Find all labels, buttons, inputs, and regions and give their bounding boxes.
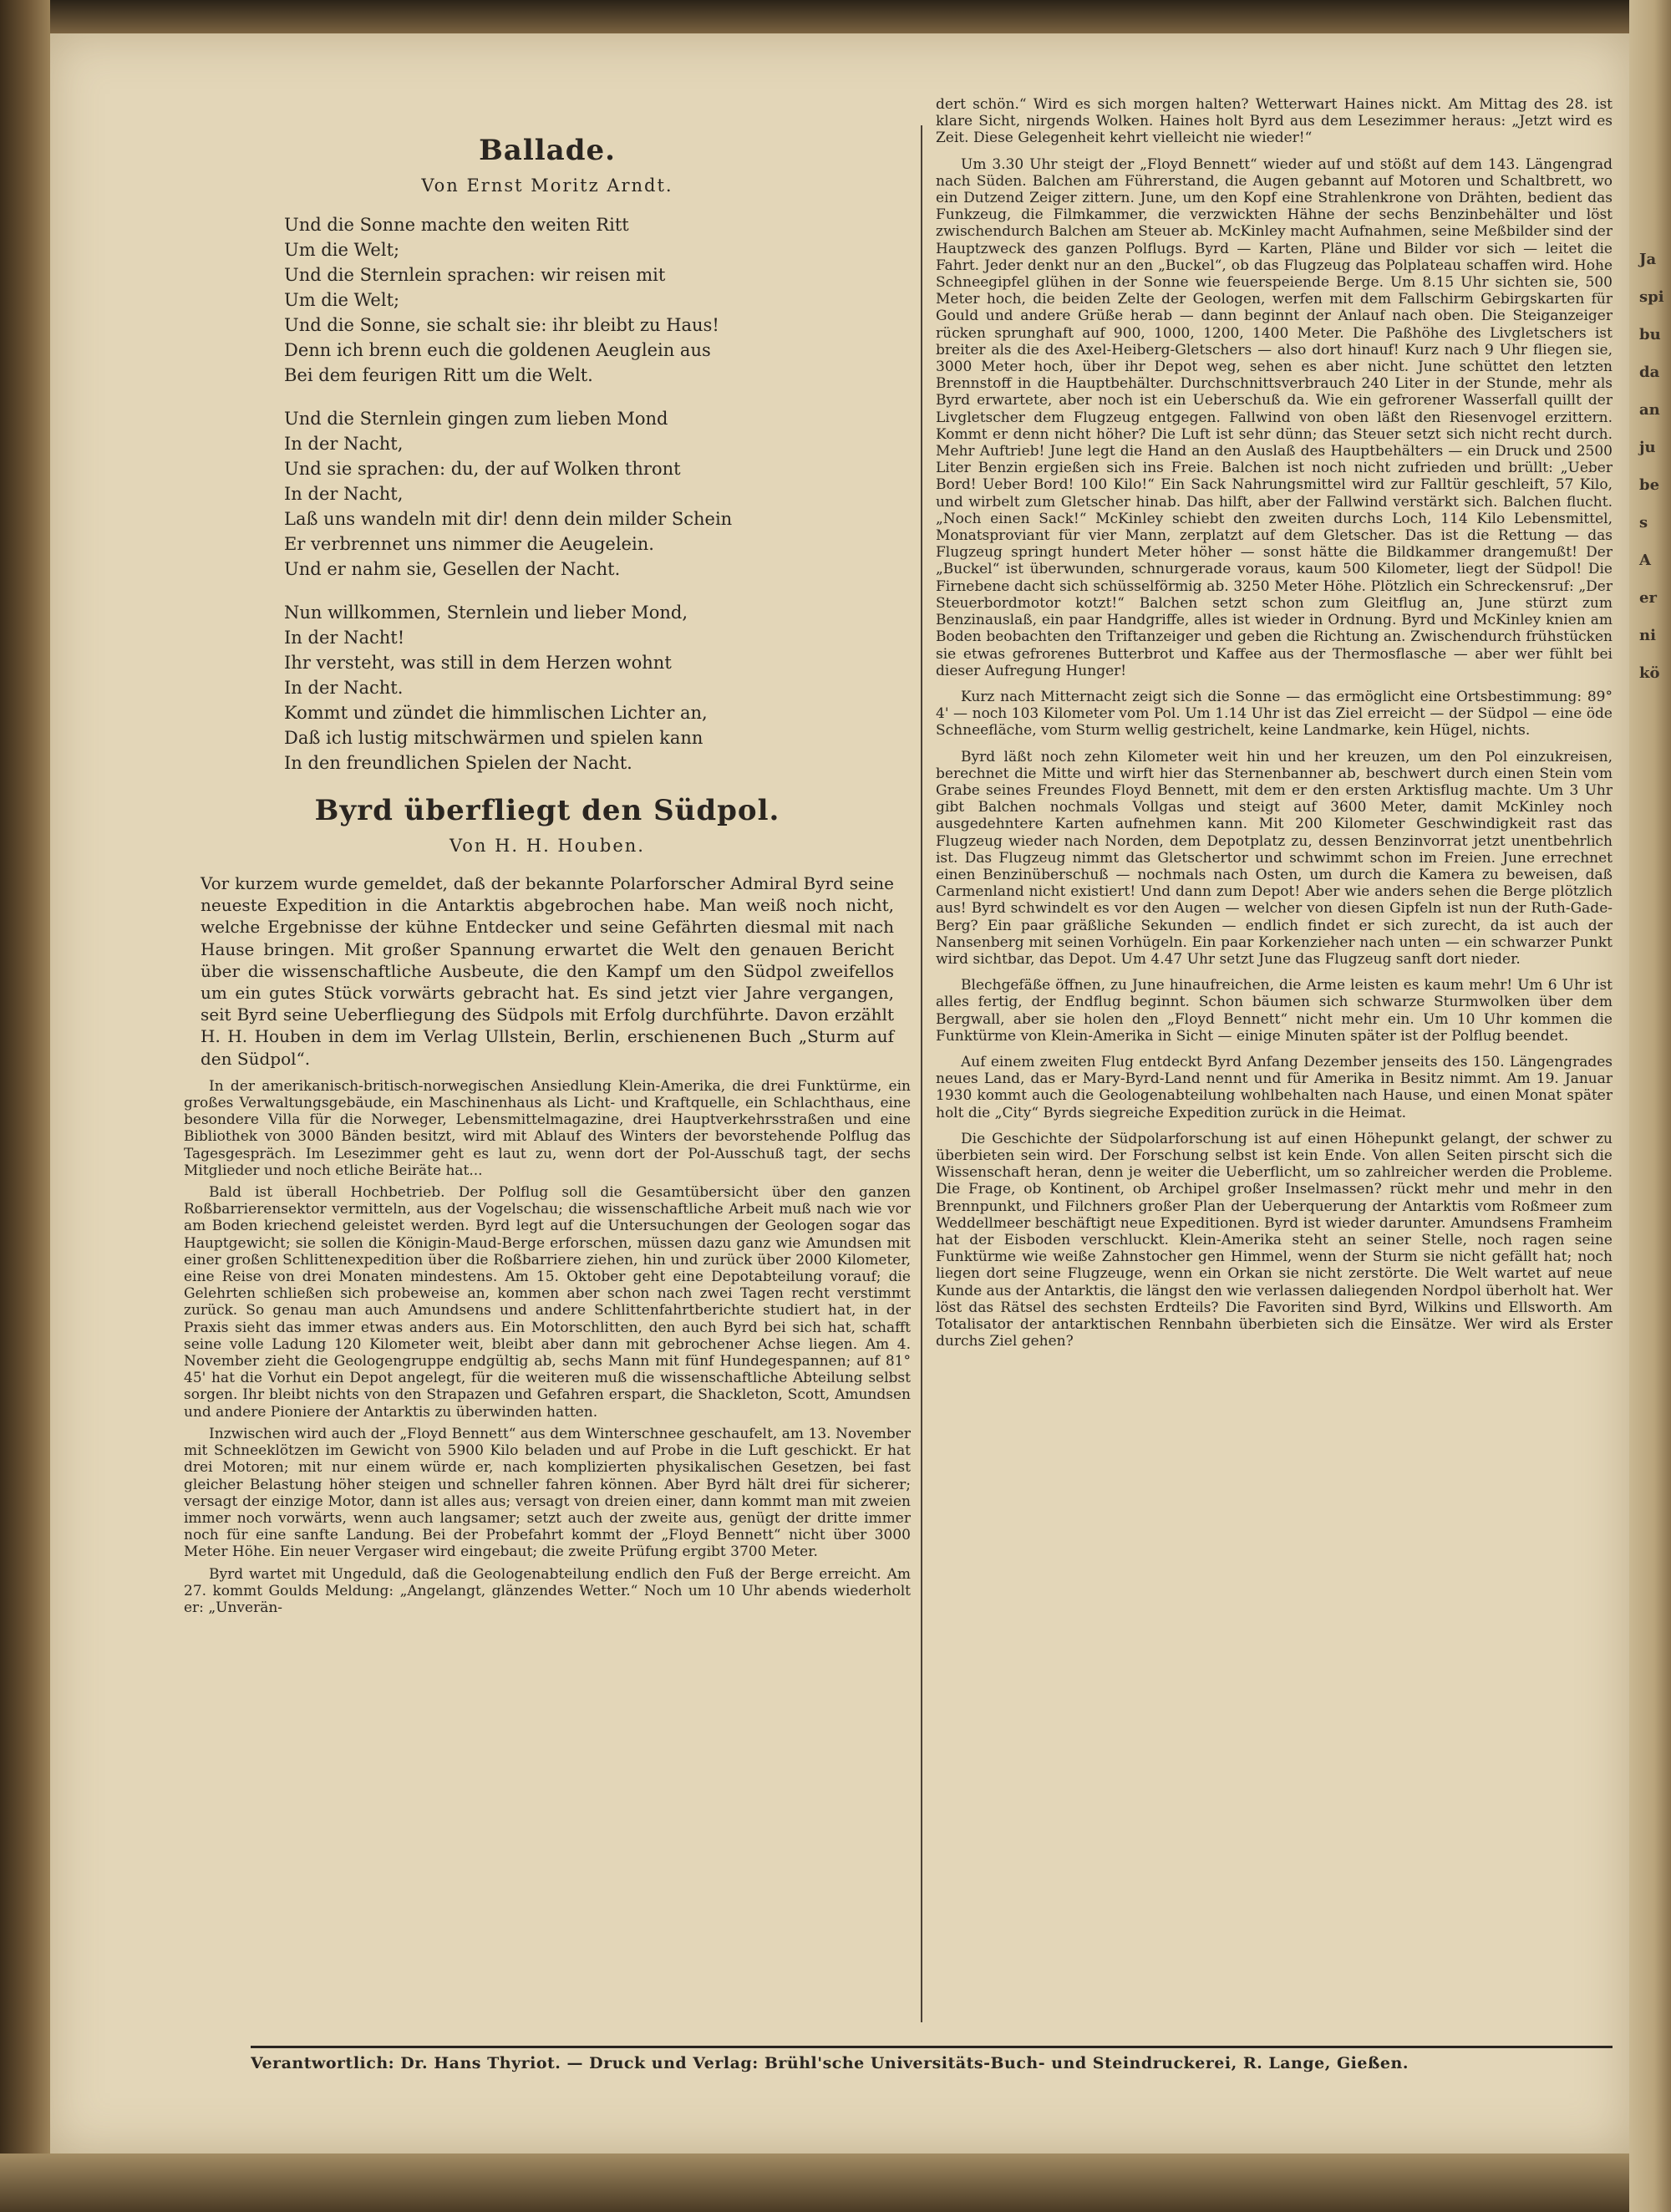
poem-verse: Um die Welt;	[284, 240, 400, 260]
facing-page-fragment: Ja	[1639, 251, 1657, 268]
facing-page-fragment: bu	[1639, 326, 1661, 343]
right-column	[936, 96, 1613, 2018]
article-paragraph: dert schön.“ Wird es sich morgen halten? Wetterwart Haines nickt. Am Mittag des 28. ist klare Sicht, nirgends Wolken. Haines holt Byrd aus dem Lesezimmer heraus: „Jetzt wird es Zeit. Diese Gelegenheit kehrt vielleicht nie wieder!“	[936, 96, 1613, 147]
poem-stanza	[284, 406, 911, 582]
facing-page-fragment: da	[1639, 364, 1660, 381]
facing-page-fragment: A	[1639, 552, 1651, 569]
article-paragraph: Die Geschichte der Südpolarforschung ist auf einen Höhepunkt gelangt, der schwer zu überbieten sein wird. Der Forschung selbst ist kein Ende. Von allen Seiten pirscht sich die Wissenschaft heran, denn je weiter die Ueberflicht, um so zahlreicher werden die Probleme. Die Frage, ob Kontinent, ob Archipel großer Inselmassen? rückt mehr und mehr in den Brennpunkt, und Filchners großer Plan der Ueberquerung der Antarktis vom Roßmeer zum Weddellmeer beschäftigt neue Expeditionen. Byrd ist wieder darunter. Amundsens Framheim hat der Eisboden verschluckt. Klein-Amerika steht an seiner Stelle, noch ragen seine Funktürme wie weiße Zahnstocher gen Himmel, wenn der Sturm sie nicht gefällt hat; noch liegen dort seine Flugzeuge, wenn ein Orkan sie nicht zerstörte. Die Welt wartet auf neue Kunde aus der Antarktis, die längst den wie verlassen daliegenden Nordpol überholt hat. Wer löst das Rätsel des sechsten Erdteils? Die Favoriten sind Byrd, Wilkins und Ellsworth. Am Totalisator der antarktischen Rennbahn überbieten sich die Einsätze. Wer wird als Erster durchs Ziel gehen?	[936, 1130, 1613, 1350]
facing-page-fragment: spi	[1639, 288, 1664, 306]
facing-page-fragment: kö	[1639, 664, 1660, 682]
background-frame-left	[0, 0, 50, 2212]
article-paragraph: Bald ist überall Hochbetrieb. Der Polflug soll die Gesamtübersicht über den ganzen Roßbarrierensektor vermitteln, aus der Vogelschau; die wissenschaftliche Arbeit muß nach wie vor am Boden kriechend geleistet werden. Byrd legt auf die Untersuchungen der Geologen sogar das Hauptgewicht; sie sollen die Königin-Maud-Berge erforschen, müssen dazu ganz wie Amundsen mit einer großen Schlittenexpedition über die Roßbarriere ziehen, hin und zurück über 2000 Kilometer, eine Reise von drei Monaten mindestens. Am 15. Oktober geht eine Depotabteilung vorauf; die Gelehrten schließen sich probeweise an, kommen aber schon nach zwei Tagen recht verstimmt zurück. So genau man auch Amundsens und andere Schlittenfahrtberichte studiert hat, in der Praxis sieht das immer etwas anders aus. Ein Motorschlitten, den auch Byrd bei sich hat, schafft seine volle Ladung 120 Kilometer weit, bleibt aber dann mit gebrochener Achse liegen. Am 4. November zieht die Geologengruppe endgültig ab, sechs Mann mit fünf Hundegespannen; auf 81° 45' hat die Vorhut ein Depot angelegt, für die weiteren muß die wissenschaftliche Abteilung selbst sorgen. Ihr bleibt nichts von den Strapazen und Gefahren erspart, die Shackleton, Scott, Amundsen und andere Pioniere der Antarktis zu überwinden hatten.	[184, 1184, 911, 1421]
article-paragraph: Kurz nach Mitternacht zeigt sich die Sonne — das ermöglicht eine Ortsbestimmung: 89° 4' — noch 103 Kilometer vom Pol. Um 1.14 Uhr ist das Ziel erreicht — der Südpol — eine öde Schneefläche, vom Sturm wellig gestrichelt, keine Landmarke, kein Hügel, nichts.	[936, 688, 1613, 740]
poem-verse: Und er nahm sie, Gesellen der Nacht.	[284, 559, 621, 579]
poem-verse: Und die Sonne, sie schalt sie: ihr bleibt zu Haus!	[284, 315, 719, 335]
article-title: Byrd überfliegt den Südpol.	[314, 794, 780, 827]
poem-verse: Und sie sprachen: du, der auf Wolken thront	[284, 459, 681, 479]
article-paragraph: Byrd läßt noch zehn Kilometer weit hin und her kreuzen, um den Pol einzukreisen, berechnet die Mitte und wirft hier das Sternenbanner ab, beschwert durch einen Stein vom Grabe seines Freundes Floyd Bennett, mit dem er den ersten Arktisflug machte. Um 3 Uhr gibt Balchen nochmals Vollgas und steigt auf 3600 Meter, damit McKinley noch ausgedehntere Karten aufnehmen kann. Mit 200 Kilometer Geschwindigkeit rast das Flugzeug wieder nach Norden, dem Depotplatz zu, dessen Benzinvorrat jetzt unentbehrlich ist. Das Flugzeug nimmt das Gletschertor und schwimmt schon im Freien. June errechnet einen Benzinüberschuß — nochmals nach Osten, um durch die Kamera zu beweisen, daß Carmenland nicht existiert! Und dann zum Depot! Aber wie anders sehen die Berge plötzlich aus! Byrd schwindelt es vor den Augen — welcher von diesen Gipfeln ist nun der Ruth-Gade-Berg? Ein paar gräßliche Sekunden — endlich findet er sich zurecht, da ist auch der Nansenberg mit seinen Vorhügeln. Ein paar Korkenzieher nach unten — ein schwarzer Punkt wird sichtbar, das Depot. Um 4.47 Uhr setzt June das Flugzeug sanft dort nieder.	[936, 748, 1613, 968]
poem-verse: In den freundlichen Spielen der Nacht.	[284, 753, 632, 773]
article-paragraph: Byrd wartet mit Ungeduld, daß die Geologenabteilung endlich den Fuß der Berge erreicht. Am 27. kommt Goulds Meldung: „Angelangt, glänzendes Wetter.“ Noch um 10 Uhr abends wiederholt er: „Unverän-	[184, 1565, 911, 1616]
poem-verse: Und die Sternlein gingen zum lieben Mond	[284, 409, 668, 429]
poem-byline: Von Ernst Moritz Arndt.	[421, 175, 673, 196]
poem-verse: Nun willkommen, Sternlein und lieber Mond,	[284, 603, 688, 623]
left-column	[184, 96, 911, 2018]
facing-page-fragment: an	[1639, 401, 1660, 419]
poem-verse: In der Nacht!	[284, 628, 405, 648]
poem-stanza	[284, 600, 911, 775]
article-paragraph: Auf einem zweiten Flug entdeckt Byrd Anfang Dezember jenseits des 150. Längengrades neues Land, das er Mary-Byrd-Land nennt und für Amerika in Besitz nimmt. Am 19. Januar 1930 kommt auch die Geologenabteilung wohlbehalten nach Hause, und einen Monat später holt die „City“ Byrds siegreiche Expedition zurück in die Heimat.	[936, 1053, 1613, 1121]
poem-verse: Denn ich brenn euch die goldenen Aeuglein aus	[284, 340, 711, 360]
poem-verse: Daß ich lustig mitschwärmen und spielen kann	[284, 728, 703, 748]
poem-verse: In der Nacht,	[284, 434, 404, 454]
article-paragraph: In der amerikanisch-britisch-norwegischen Ansiedlung Klein-Amerika, die drei Funktürme, ein großes Verwaltungsgebäude, ein Maschinenhaus als Licht- und Kraftquelle, ein Schlachthaus, eine besondere Villa für die Norweger, Lebensmittelmagazine, drei Hauptverkehrsstraßen und eine Bibliothek von 3000 Bänden besitzt, wird mit Ablauf des Winters der bevorstehende Polflug das Tagesgespräch. Im Lesezimmer geht es laut zu, wenn dort der Pol-Ausschuß tagt, der sechs Mitglieder und noch etliche Beiräte hat...	[184, 1077, 911, 1179]
article-body-left	[184, 1078, 911, 1616]
column-divider	[921, 125, 922, 2022]
poem-verse: Er verbrennet uns nimmer die Aeugelein.	[284, 534, 654, 554]
article-paragraph: Inzwischen wird auch der „Floyd Bennett“ aus dem Winterschnee geschaufelt, am 13. November mit Schneeklötzen im Gewicht von 5900 Kilo beladen und auf Probe in die Luft geschickt. Er hat drei Motoren; mit nur einem würde er, nach komplizierten physikalischen Gesetzen, bei fast gleicher Belastung höher steigen und schneller fahren können. Aber Byrd hält drei für sicherer; versagt der einzige Motor, dann ist alles aus; versagt von dreien einer, dann kommt man mit zweien immer noch vorwärts, wenn auch langsamer; setzt auch der zweite aus, genügt der dritte immer noch für eine sanfte Landung. Bei der Probefahrt kommt der „Floyd Bennett“ nicht über 3000 Meter Höhe. Ein neuer Vergaser wird eingebaut; die zweite Prüfung ergibt 3700 Meter.	[184, 1425, 911, 1561]
poem-stanza	[284, 212, 911, 388]
facing-page-fragments	[1639, 251, 1664, 1253]
poem-verse: Kommt und zündet die himmlischen Lichter an,	[284, 703, 708, 723]
poem-verse: Ihr versteht, was still in dem Herzen wohnt	[284, 653, 672, 673]
background-frame-top	[0, 0, 1671, 33]
article-byline: Von H. H. Houben.	[449, 836, 645, 856]
article-lead: Vor kurzem wurde gemeldet, daß der bekannte Polarforscher Admiral Byrd seine neueste Expedition in die Antarktis abgebrochen habe. Man weiß noch nicht, welche Ergebnisse der kühne Entdecker und seine Gefährten diesmal mit nach Hause bringen. Mit großer Spannung erwartet die Welt den genauen Bericht über die wissenschaftliche Ausbeute, die den Kampf um den Südpol zweifellos um ein gutes Stück vorwärts gebracht hat. Es sind jetzt vier Jahre vergangen, seit Byrd seine Ueberfliegung des Südpols mit Erfolg durchführte. Davon erzählt H. H. Houben in dem im Verlag Ullstein, Berlin, erschienenen Buch „Sturm auf den Südpol“.	[201, 873, 894, 1069]
background-frame-bottom	[0, 2154, 1671, 2212]
poem-body	[284, 212, 911, 775]
imprint-footer: Verantwortlich: Dr. Hans Thyriot. — Druck und Verlag: Brühl'sche Universitäts-Buch- und Steindruckerei, R. Lange, Gießen.	[251, 2046, 1613, 2078]
facing-page-fragment: ni	[1639, 627, 1656, 644]
article-paragraph: Um 3.30 Uhr steigt der „Floyd Bennett“ wieder auf und stößt auf dem 143. Längengrad nach Süden. Balchen am Führerstand, die Augen gebannt auf Motoren und Schaltbrett, wo ein Dutzend Zeiger zittern. June, um den Kopf eine Strahlenkrone von Drähten, bedient das Funkzeug, die Filmkammer, die verzwickten Hähne der sechs Benzinbehälter und löst zwischendurch Balchen am Steuer ab. McKinley macht Aufnahmen, seine Meßbilder sind der Hauptzweck des ganzen Polflugs. Byrd — Karten, Pläne und Bilder vor sich — leitet die Fahrt. Jeder denkt nur an den „Buckel“, ob das Flugzeug das Polplateau schaffen wird. Hohe Schneegipfel glühen in der Sonne wie feuerspeiende Berge. Um 8.15 Uhr sichten sie, 500 Meter hoch, die beiden Zelte der Geologen, werfen mit dem Fallschirm Gebirgskarten für Gould und andere Grüße herab — dann beginnt der Anlauf nach oben. Die Steiganzeiger rücken sprunghaft auf 900, 1000, 1200, 1400 Meter. Die Paßhöhe des Livgletschers ist breiter als die des Axel-Heiberg-Gletschers — also dort hinauf! Kurz nach 9 Uhr fliegen sie, 3000 Meter hoch, über ihr Depot weg, sehen es aber nicht. June schüttet den letzten Brennstoff in die Hauptbehälter. Durchschnittsverbrauch 240 Liter in der Stunde, mehr als Byrd erwartete, aber noch ist ein Ueberschuß da. Wie ein gefrorener Wasserfall quillt der Livgletscher dem Flugzeug entgegen. Fallwind von oben läßt den Riesenvogel erzittern. Kommt er denn nicht höher? Die Luft ist sehr dünn; das Steuer setzt sich nicht recht durch. Mehr Auftrieb! June legt die Hand an den Auslaß des Hauptbehälters — ein Druck und 2500 Liter Benzin ergießen sich ins Freie. Balchen ist noch nicht zufrieden und brüllt: „Ueber Bord! Ueber Bord! 100 Kilo!“ Ein Sack Nahrungsmittel wird zur Falltür geschleift, 57 Kilo, und wirbelt zum Gletscher hinab. Das hilft, aber der Fallwind verstärkt sich. Balchen flucht. „Noch einen Sack!“ McKinley schiebt den zweiten durchs Loch, 114 Kilo Lebensmittel, Monatsproviant für vier Mann, zerplatzt auf dem Gletscher. Das ist die Rettung — das Flugzeug springt hundert Meter höher — sonst hätte die Bildkammer drangemußt! Der „Buckel“ ist überwunden, schnurgerade voraus, kaum 500 Kilometer, liegt der Südpol! Die Firnebene dacht sich schüsselförmig ab. 3250 Meter Höhe. Plötzlich ein Schreckensruf: „Der Steuerbordmotor kotzt!“ Balchen setzt schon zum Gleitflug an, June stürzt zum Benzinauslaß, ein paar Handgriffe, alles ist wieder in Ordnung. Byrd und McKinley knien am Boden beobachten den Triftanzeiger und geben die Richtung an. Zwischendurch frühstücken sie etwas gefrorenes Butterbrot und Kaffee aus der Thermosflasche — aber wer fühlt bei dieser Aufregung Hunger!	[936, 155, 1613, 679]
facing-page-fragment: ju	[1639, 439, 1656, 456]
facing-page-fragment: s	[1639, 514, 1648, 531]
facing-page-fragment: er	[1639, 589, 1657, 607]
poem-title: Ballade.	[479, 134, 616, 167]
facing-page-fragment: be	[1639, 476, 1660, 494]
poem-verse: Und die Sternlein sprachen: wir reisen mit	[284, 265, 666, 285]
poem-verse: Laß uns wandeln mit dir! denn dein milder Schein	[284, 509, 733, 529]
poem-verse: Bei dem feurigen Ritt um die Welt.	[284, 365, 593, 385]
poem-verse: In der Nacht,	[284, 484, 404, 504]
poem-verse: Um die Welt;	[284, 290, 400, 310]
article-body-right	[936, 96, 1613, 1350]
poem-verse: In der Nacht.	[284, 678, 404, 698]
poem-verse: Und die Sonne machte den weiten Ritt	[284, 215, 629, 235]
article-paragraph: Blechgefäße öffnen, zu June hinaufreichen, die Arme leisten es kaum mehr! Um 6 Uhr ist alles fertig, der Endflug beginnt. Schon bäumen sich schwarze Sturmwolken über dem Bergwall, aber sie holen den „Floyd Bennett“ nicht mehr ein. Um 10 Uhr kommen die Funktürme von Klein-Amerika in Sicht — einige Minuten später ist der Polflug beendet.	[936, 977, 1613, 1045]
